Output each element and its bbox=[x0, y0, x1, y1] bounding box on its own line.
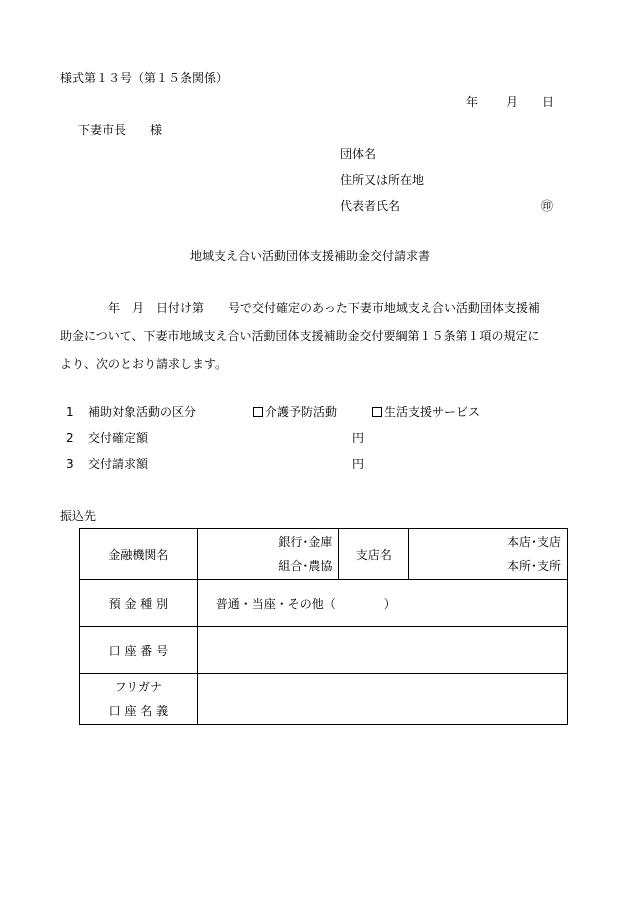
body-line-2: 助金について、下妻市地域支え合い活動団体支援補助金交付要綱第１５条第１項の規定に bbox=[60, 329, 540, 343]
address-label: 住所又は所在地 bbox=[340, 173, 425, 187]
item-2-unit: 円 bbox=[352, 431, 365, 445]
deposit-type-label: 預 金 種 別 bbox=[80, 580, 198, 627]
checkbox-icon[interactable] bbox=[253, 407, 263, 417]
branch-type-line-1: 本店･支店 bbox=[506, 535, 561, 549]
addressee: 下妻市長 様 bbox=[78, 123, 163, 137]
bank-type-line-1: 銀行･金庫 bbox=[278, 535, 333, 549]
account-name-field[interactable] bbox=[197, 674, 567, 725]
body-text bbox=[60, 294, 572, 378]
account-number-label: 口 座 番 号 bbox=[80, 627, 198, 674]
account-number-field[interactable] bbox=[197, 627, 567, 674]
item-3-number: 3 bbox=[66, 457, 74, 471]
item-1-label: 補助対象活動の区分 bbox=[88, 405, 197, 419]
group-name-label: 団体名 bbox=[340, 147, 377, 161]
table-row bbox=[80, 627, 568, 674]
branch-type-line-2: 本所･支所 bbox=[506, 559, 561, 573]
account-name-text: 口 座 名 義 bbox=[108, 704, 169, 718]
item-1-number: 1 bbox=[66, 405, 74, 419]
bank-heading: 振込先 bbox=[60, 509, 97, 523]
item-2-number: 2 bbox=[66, 431, 74, 445]
bank-type-line-2: 組合･農協 bbox=[278, 559, 333, 573]
item-3-unit: 円 bbox=[352, 457, 365, 471]
account-name-label bbox=[80, 674, 198, 725]
bank-transfer-table bbox=[79, 528, 568, 725]
item-2-label: 交付確定額 bbox=[88, 431, 149, 445]
item-3-label: 交付請求額 bbox=[88, 457, 149, 471]
branch-field[interactable] bbox=[409, 529, 568, 580]
date-month: 月 bbox=[506, 95, 519, 109]
representative-label: 代表者氏名 bbox=[340, 199, 401, 213]
branch-label: 支店名 bbox=[339, 529, 409, 580]
table-row bbox=[80, 529, 568, 580]
body-line-3: より、次のとおり請求します。 bbox=[60, 357, 228, 371]
form-number: 様式第１３号（第１５条関係） bbox=[60, 71, 229, 85]
deposit-type-field[interactable]: 普通・当座・その他（ ） bbox=[197, 580, 567, 627]
date-year: 年 bbox=[466, 95, 479, 109]
institution-label: 金融機関名 bbox=[80, 529, 198, 580]
body-line-1: 年 月 日付け第 号で交付確定のあった下妻市地域支え合い活動団体支援補 bbox=[108, 301, 540, 315]
furigana-label: フリガナ bbox=[114, 680, 163, 694]
option-life-support[interactable]: 生活支援サービス bbox=[372, 404, 480, 420]
institution-field[interactable] bbox=[197, 529, 339, 580]
date-day: 日 bbox=[542, 95, 555, 109]
option-care-prevention[interactable]: 介護予防活動 bbox=[253, 404, 337, 420]
checkbox-icon[interactable] bbox=[372, 407, 382, 417]
table-row bbox=[80, 674, 568, 725]
table-row bbox=[80, 580, 568, 627]
seal-mark: ㊞ bbox=[541, 199, 554, 213]
document-title: 地域支え合い活動団体支援補助金交付請求書 bbox=[190, 249, 431, 263]
